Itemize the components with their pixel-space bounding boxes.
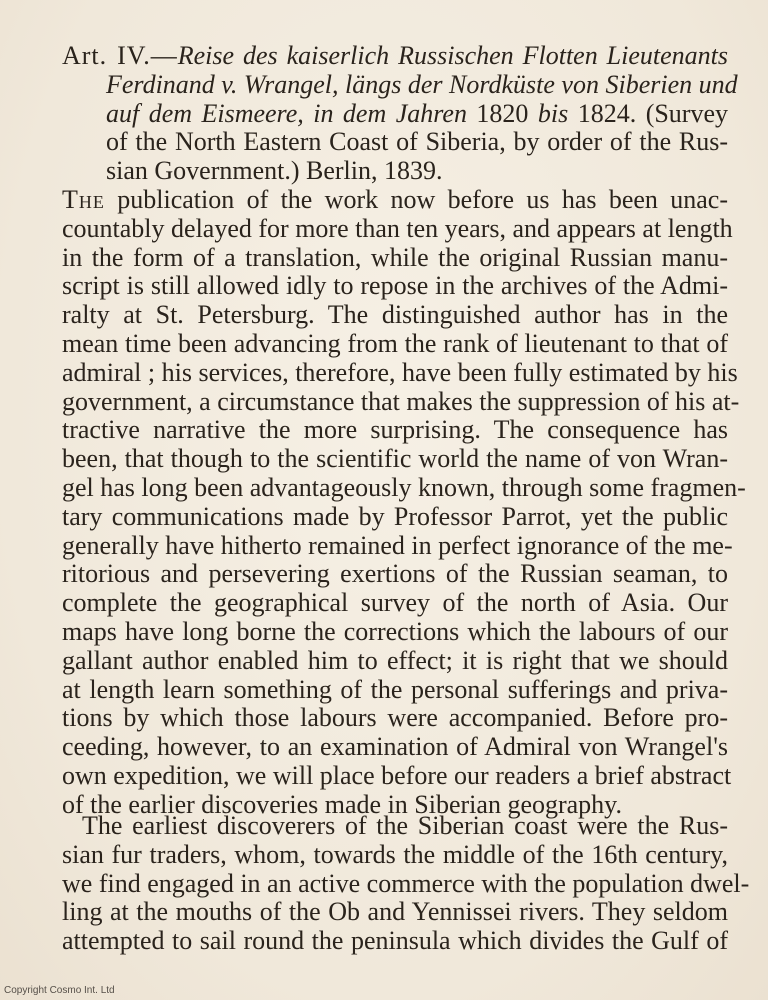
paragraph-line: script is still allowed idly to repose in the archives of the Admi- bbox=[62, 271, 728, 301]
paragraph-line: ralty at St. Petersburg. The distinguished author has in the bbox=[62, 300, 728, 330]
paragraph-line: tary communications made by Professor Parrot, yet the public bbox=[62, 501, 728, 531]
heading-line-1 bbox=[62, 42, 728, 71]
paragraph-line: maps have long borne the corrections which the labours of our bbox=[62, 616, 728, 646]
heading-title-part: auf dem Eismeere, in dem Jahren bbox=[106, 98, 467, 128]
paragraph-line: tractive narrative the more surprising. The consequence has bbox=[62, 415, 728, 445]
heading-line-2 bbox=[62, 69, 738, 100]
heading-line-3 bbox=[62, 100, 728, 129]
bleed-through-text bbox=[100, 0, 660, 14]
article-heading bbox=[62, 41, 738, 186]
heading-line-5: sian Government.) Berlin, 1839. bbox=[106, 156, 443, 186]
heading-title-part: Ferdinand v. Wrangel, längs der Nordküste von Siberien und bbox=[106, 69, 738, 99]
paragraph-line: at length learn something of the personal sufferings and priva- bbox=[62, 674, 728, 704]
paragraph-line: gallant author enabled him to effect; it is right that we should bbox=[62, 645, 728, 675]
opening-word: The bbox=[62, 185, 105, 214]
heading-survey-text: 1824. (Survey bbox=[568, 98, 729, 128]
paragraph-line: ling at the mouths of the Ob and Yennissei rivers. They seldom bbox=[62, 897, 728, 927]
paragraph-line: been, that though to the scientific world the name of von Wran- bbox=[62, 444, 728, 474]
paragraph-line: countably delayed for more than ten years, and appears at length bbox=[62, 213, 733, 243]
heading-year: 1820 bbox=[466, 98, 538, 128]
paragraph-line bbox=[62, 186, 728, 215]
paragraph-line: admiral ; his services, therefore, have been fully estimated by his bbox=[62, 357, 738, 387]
paragraph-line: we find engaged in an active commerce with the population dwel- bbox=[62, 868, 750, 898]
paragraph-line: of the earlier discoveries made in Siberian geography. bbox=[62, 789, 622, 819]
paragraph-line: generally have hitherto remained in perfect ignorance of the me- bbox=[62, 530, 733, 560]
copyright-watermark: Copyright Cosmo Int. Ltd bbox=[4, 985, 115, 996]
paragraph-line: own expedition, we will place before our readers a brief abstract bbox=[62, 760, 732, 790]
paragraph-line: ceeding, however, to an examination of Admiral von Wrangel's bbox=[62, 732, 728, 762]
paragraph-line: tions by which those labours were accompanied. Before pro- bbox=[62, 703, 728, 733]
paragraph-line: attempted to sail round the peninsula which divides the Gulf of bbox=[62, 926, 728, 956]
heading-title-part: Reise des kaiserlich Russischen Flotten Lieutenants bbox=[177, 41, 729, 70]
paragraph-1 bbox=[62, 185, 746, 820]
heading-title-part: bis bbox=[537, 98, 569, 128]
paragraph-line: complete the geographical survey of the north of Asia. Our bbox=[62, 588, 728, 618]
paragraph-line: The earliest discoverers of the Siberian coast were the Rus- bbox=[82, 811, 728, 840]
paragraph-line: gel has long been advantageously known, through some fragmen- bbox=[62, 472, 746, 502]
paragraph-line: sian fur traders, whom, towards the middle of the 16th century, bbox=[62, 839, 728, 869]
article-number: Art. IV.— bbox=[62, 41, 178, 70]
paragraph-2 bbox=[62, 811, 750, 956]
paragraph-line: mean time been advancing from the rank of lieutenant to that of bbox=[62, 328, 728, 358]
paragraph-line: ritorious and persevering exertions of the Russian seaman, to bbox=[62, 559, 728, 589]
paragraph-line: government, a circumstance that makes the suppression of his at- bbox=[62, 386, 740, 416]
paragraph-line: in the form of a translation, while the original Russian manu- bbox=[62, 242, 728, 272]
heading-line-4: of the North Eastern Coast of Siberia, by order of the Rus- bbox=[106, 127, 728, 157]
paragraph-text: publication of the work now before us has been unac- bbox=[104, 185, 728, 214]
